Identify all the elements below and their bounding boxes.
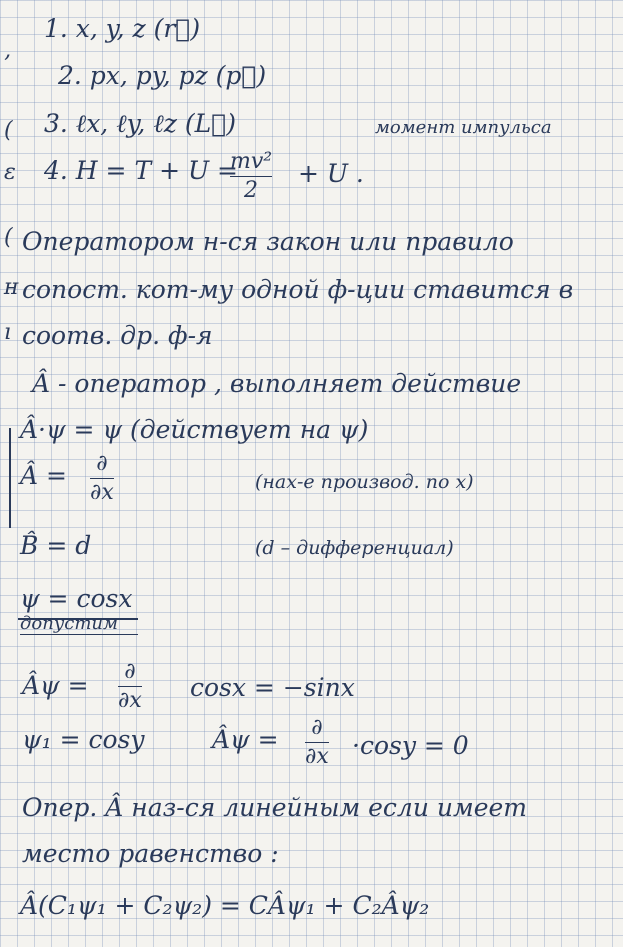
margin-mark: ( [4,225,13,250]
differential-note: (d – дифференциал) [255,537,454,559]
example-1-rhs: cosx = −sinx [190,673,355,702]
psi-cos-line: ψ = cosx [20,584,133,613]
hamiltonian-tail: + U . [298,159,364,188]
psi-note: допустим [20,613,118,634]
definition-line-3: соотв. др. ф-я [22,321,213,350]
fraction-denominator: 2 [244,178,259,204]
definition-line-1: Оператором н-ся закон или правило [22,227,514,256]
list-item-momentum: 2. px, py, pz (p⃗) [58,61,267,90]
fraction-denominator: ∂x [305,744,329,770]
example-2-rhs: ·cosy = 0 [352,731,469,760]
example-2-lhs: Âψ = [212,725,279,754]
linearity-statement-2: место равенство : [22,839,279,868]
margin-bracket [9,428,19,528]
example-1-lhs: Âψ = [22,671,89,700]
list-item-coordinates: 1. x, y, z (r⃗) [44,14,201,43]
fraction-denominator: ∂x [118,688,142,714]
fraction-bar [90,478,114,479]
linearity-equation: Â(C₁ψ₁ + C₂ψ₂) = CÂψ₁ + C₂Âψ₂ [20,891,430,920]
margin-mark: ʜ [4,275,19,300]
operator-b-definition: B̂ = d [20,531,92,560]
derivative-note: (нах-е производ. по x) [255,471,474,493]
fraction-partial-dx [118,660,142,713]
definition-line-2: сопост. кот-му одной ф-ции ставится в [22,275,574,304]
operator-statement: Â - оператор , выполняет действие [32,369,522,398]
margin-mark: ( [4,118,13,143]
operator-a-definition: Â = [20,461,67,490]
fraction-numerator: ∂ [96,451,108,476]
operator-action: Â·ψ = ψ (действует на ψ) [20,415,369,444]
margin-mark: ‚ [4,38,11,63]
fraction-numerator: ∂ [311,715,323,740]
margin-mark: ı [4,320,12,345]
fraction-numerator: ∂ [124,659,136,684]
fraction-bar [230,176,272,177]
linearity-statement-1: Опер. Â наз-ся линейным если имеет [22,793,528,822]
margin-mark: ε [4,160,16,185]
fraction-bar [305,742,329,743]
underline [20,634,138,635]
fraction-numerator: mv² [230,149,273,174]
fraction-bar [118,686,142,687]
fraction-partial-dx [305,716,329,769]
fraction-partial-dx [90,452,114,505]
fraction-denominator: ∂x [90,480,114,506]
example-2-psi: ψ₁ = cosy [22,725,145,754]
angular-momentum-note: момент импульса [375,117,552,138]
list-item-hamiltonian: 4. H = T + U = [44,156,238,185]
fraction-mv2-over-2 [230,150,272,203]
list-item-angular-momentum: 3. ℓx, ℓy, ℓz (L⃗) [44,109,236,138]
